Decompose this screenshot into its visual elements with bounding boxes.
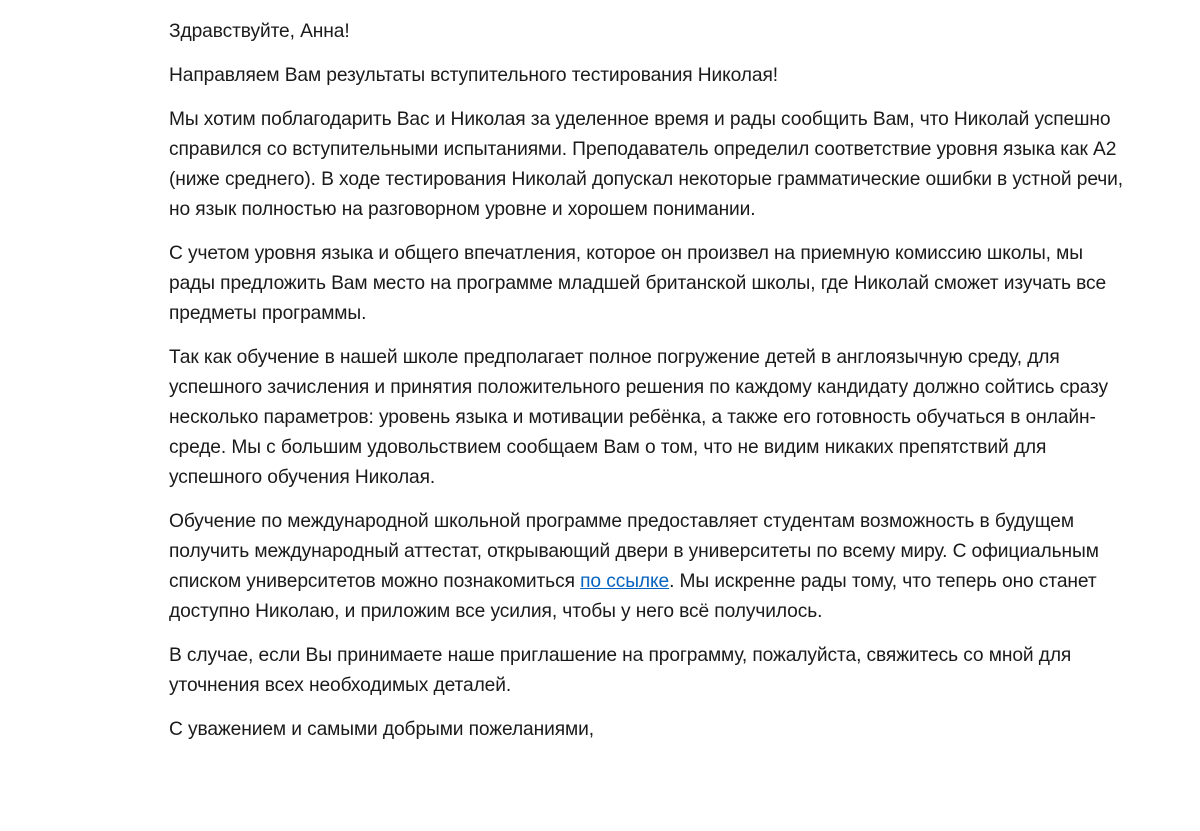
intro-paragraph: Направляем Вам результаты вступительного тестирования Николая!	[169, 65, 778, 86]
greeting: Здравствуйте, Анна!	[169, 21, 350, 42]
paragraph-contact: В случае, если Вы принимаете наше приглашение на программу, пожалуйста, свяжитесь со мной для уточнения всех необходимых деталей.	[169, 645, 1072, 696]
paragraph-offer: С учетом уровня языка и общего впечатления, которое он произвел на приемную комиссию школы, мы рады предложить Вам место на программе младшей британской школы, где Николай сможет изучать все предметы программы.	[169, 243, 1107, 324]
letter-body	[169, 17, 1129, 759]
paragraph-thanks: Мы хотим поблагодарить Вас и Николая за уделенное время и рады сообщить Вам, что Николай успешно справился со вступительными испытаниями. Преподаватель определил соответствие уровня языка как А2 (ниже среднего). В ходе тестирования Николай допускал некоторые грамматические ошибки в устной речи, но язык полностью на разговорном уровне и хорошем понимании.	[169, 109, 1123, 220]
paragraph-program-text-end: . Мы искренне рады тому, что теперь оно станет доступно Николаю, и приложим все усилия, чтобы у него всё получилось.	[169, 571, 1097, 622]
paragraph-program	[169, 507, 1129, 627]
paragraph-requirements: Так как обучение в нашей школе предполагает полное погружение детей в англоязычную среду, для успешного зачисления и принятия положительного решения по каждому кандидату должно сойтись сразу несколько параметров: уровень языка и мотивации ребёнка, а также его готовность обучаться в онлайн-среде. Мы с большим удовольствием сообщаем Вам о том, что не видим никаких препятствий для успешного обучения Николая.	[169, 347, 1108, 488]
paragraph-program-text-start: Обучение по международной школьной программе предоставляет студентам возможность в будущем получить международный аттестат, открывающий двери в университеты по всему миру. С официальным списком университетов можно познакомиться	[169, 511, 1099, 592]
closing: С уважением и самыми добрыми пожеланиями,	[169, 719, 594, 740]
universities-link[interactable]: по ссылке	[580, 571, 670, 592]
